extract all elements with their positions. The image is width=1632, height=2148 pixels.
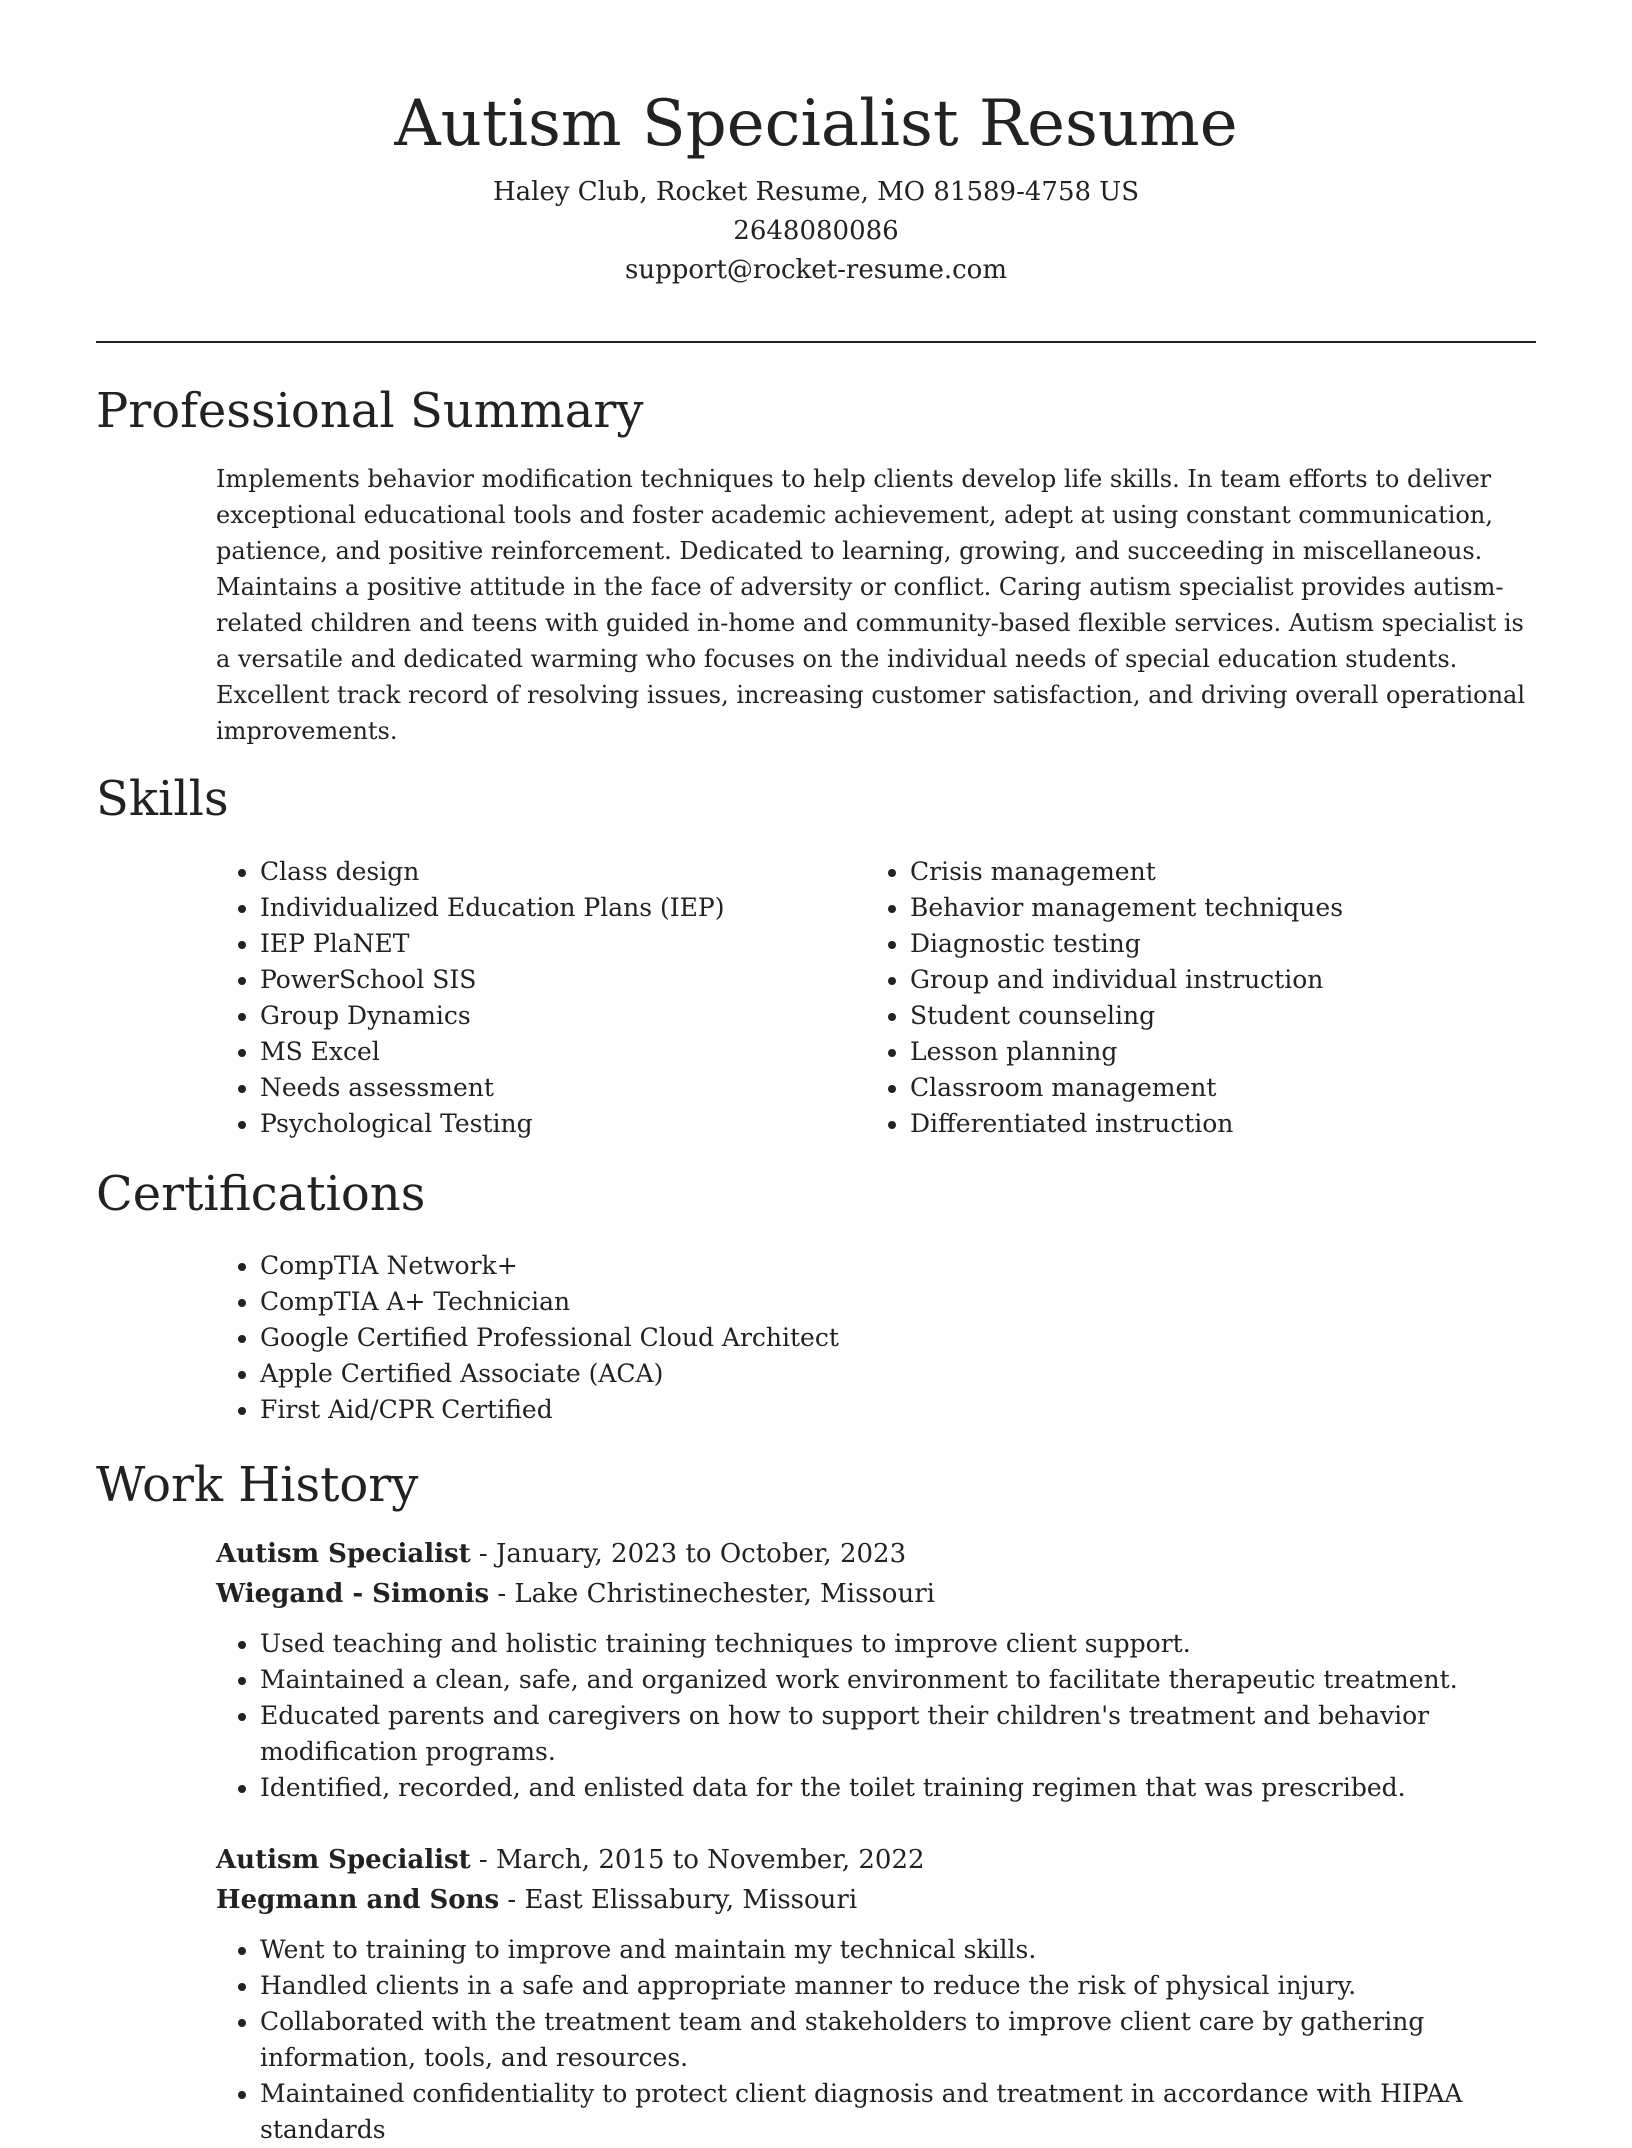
certifications-block [216,1248,1416,1428]
job-duty-item: • Maintained a clean, safe, and organized work environment to facilitate therapeutic treatment. [260,1662,1536,1698]
skill-item: • MS Excel [260,1034,856,1070]
skill-item: • Psychological Testing [260,1106,856,1142]
skill-item: • Student counseling [910,998,1506,1034]
job-duty-item: • Educated parents and caregivers on how to support their children's treatment and behavior modification programs. [260,1698,1536,1770]
skill-item: • IEP PlaNET [260,926,856,962]
skill-item: • PowerSchool SIS [260,962,856,998]
job-title-line [216,1534,1536,1574]
job-dates: - March, 2015 to November, 2022 [470,1845,925,1875]
job-location: - Lake Christinechester, Missouri [489,1579,935,1609]
header-divider [96,341,1536,343]
certification-item: • First Aid/CPR Certified [260,1392,1416,1428]
resume-header [96,80,1536,290]
job-role: Autism Specialist [216,1845,471,1875]
job-dates: - January, 2023 to October, 2023 [470,1539,907,1569]
skill-item: • Differentiated instruction [910,1106,1506,1142]
skill-item: • Group and individual instruction [910,962,1506,998]
job-duties-list [216,1626,1536,1806]
skills-column-left [216,854,856,1142]
skills-column-right [866,854,1506,1142]
job-duty-item: • Identified, recorded, and enlisted data for the toilet training regimen that was prescribed. [260,1770,1536,1806]
job-title-line [216,1840,1536,1880]
skill-item: • Behavior management techniques [910,890,1506,926]
skill-item: • Diagnostic testing [910,926,1506,962]
job-entry [216,1534,1536,1806]
skill-item: • Needs assessment [260,1070,856,1106]
skill-item: • Class design [260,854,856,890]
work-history-heading: Work History [96,1457,419,1513]
job-role: Autism Specialist [216,1539,471,1569]
job-duty-item: • Maintained confidentiality to protect client diagnosis and treatment in accordance with HIPAA standards [260,2076,1536,2148]
job-duties-list [216,1932,1536,2148]
skill-item: • Crisis management [910,854,1506,890]
certifications-heading: Certifications [96,1166,426,1222]
resume-title: Autism Specialist Resume [394,87,1238,161]
job-duty-item: • Collaborated with the treatment team and stakeholders to improve client care by gathering information, tools, and resources. [260,2004,1536,2076]
contact-email: support@rocket-resume.com [624,255,1007,285]
skills-heading: Skills [96,771,229,827]
job-duty-item: • Used teaching and holistic training techniques to improve client support. [260,1626,1536,1662]
skill-item: • Classroom management [910,1070,1506,1106]
job-company-line [216,1574,1536,1614]
summary-heading: Professional Summary [96,383,644,439]
certification-item: • CompTIA A+ Technician [260,1284,1416,1320]
skills-list-right [866,854,1506,1142]
skills-list-left [216,854,856,1142]
certifications-list [216,1248,1416,1428]
contact-phone: 2648080086 [733,216,899,246]
skill-item: • Lesson planning [910,1034,1506,1070]
certification-item: • Google Certified Professional Cloud Architect [260,1320,1416,1356]
certification-item: • CompTIA Network+ [260,1248,1416,1284]
summary-text: Implements behavior modification techniques to help clients develop life skills. In team efforts to deliver exceptional educational tools and foster academic achievement, adept at using constant communication, patience, and positive reinforcement. Dedicated to learning, growing, and succeeding in miscellaneous. Maintains a positive attitude in the face of adversity or conflict. Caring autism specialist provides autism-related children and teens with guided in-home and community-based flexible services. Autism specialist is a versatile and dedicated warming who focuses on the individual needs of special education students. Excellent track record of resolving issues, increasing customer satisfaction, and driving overall operational improvements. [216,465,1526,745]
job-company: Hegmann and Sons [216,1885,500,1915]
job-location: - East Elissabury, Missouri [499,1885,858,1915]
skill-item: • Group Dynamics [260,998,856,1034]
job-entry [216,1840,1536,2148]
job-duty-item: • Went to training to improve and maintain my technical skills. [260,1932,1536,1968]
job-duty-item: • Handled clients in a safe and appropriate manner to reduce the risk of physical injury. [260,1968,1536,2004]
contact-address: Haley Club, Rocket Resume, MO 81589-4758 US [492,177,1140,207]
job-company-line [216,1880,1536,1920]
certification-item: • Apple Certified Associate (ACA) [260,1356,1416,1392]
skill-item: • Individualized Education Plans (IEP) [260,890,856,926]
job-company: Wiegand - Simonis [216,1579,490,1609]
